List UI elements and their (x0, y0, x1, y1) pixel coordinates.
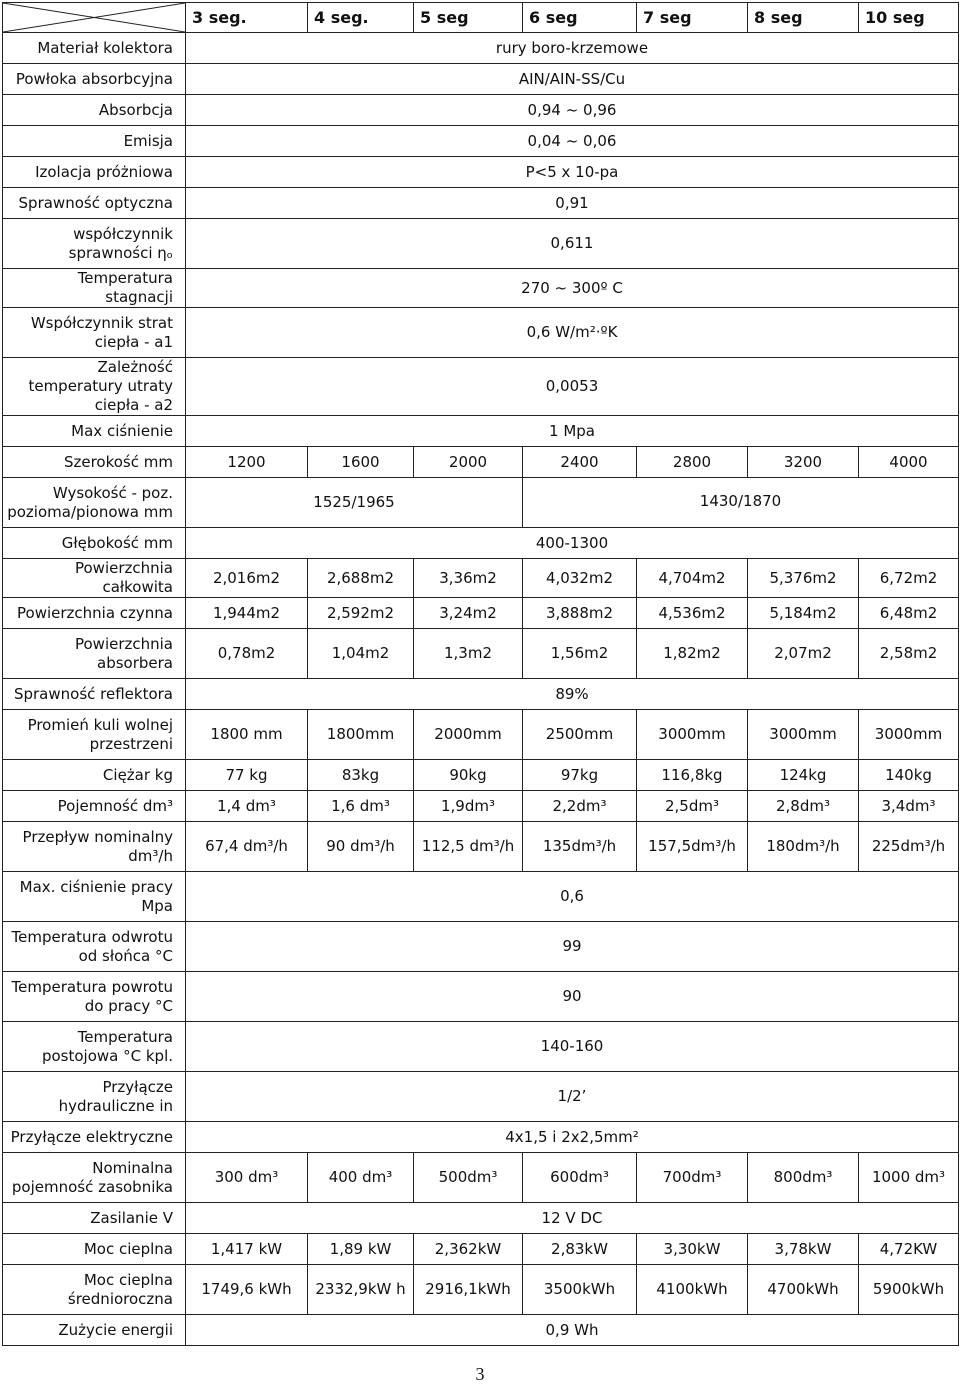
table-cell: 4,536m2 (637, 598, 748, 629)
table-cell: 225dm³/h (859, 822, 959, 872)
table-cell: 90 dm³/h (308, 822, 414, 872)
table-cell: 2,83kW (523, 1234, 637, 1265)
merged-value: 4x1,5 i 2x2,5mm² (186, 1122, 959, 1153)
table-row (3, 1234, 959, 1265)
table-cell: 3200 (748, 447, 859, 478)
row-label: Powierzchnia czynna (3, 598, 186, 629)
table-cell: 83kg (308, 760, 414, 791)
table-cell: 2,688m2 (308, 559, 414, 598)
merged-value: 400-1300 (186, 528, 959, 559)
table-row (3, 188, 959, 219)
merged-value: 0,9 Wh (186, 1315, 959, 1346)
table-cell: 2,58m2 (859, 629, 959, 679)
merged-value: 140-160 (186, 1022, 959, 1072)
row-label: Przyłącze elektryczne (3, 1122, 186, 1153)
header-cell: 8 seg (748, 3, 859, 33)
row-label: Temperatura postojowa °C kpl. (3, 1022, 186, 1072)
table-cell: 2000mm (414, 710, 523, 760)
table-cell: 1430/1870 (523, 478, 959, 528)
row-label: Przepływ nominalny dm³/h (3, 822, 186, 872)
table-cell: 1,6 dm³ (308, 791, 414, 822)
table-cell: 1800 mm (186, 710, 308, 760)
table-row (3, 95, 959, 126)
row-label: Nominalna pojemność zasobnika (3, 1153, 186, 1203)
table-cell: 5,184m2 (748, 598, 859, 629)
table-cell: 180dm³/h (748, 822, 859, 872)
table-cell: 2,362kW (414, 1234, 523, 1265)
table-cell: 67,4 dm³/h (186, 822, 308, 872)
row-label: Zużycie energii (3, 1315, 186, 1346)
table-cell: 3000mm (637, 710, 748, 760)
table-cell: 300 dm³ (186, 1153, 308, 1203)
table-cell: 1,4 dm³ (186, 791, 308, 822)
table-cell: 4,032m2 (523, 559, 637, 598)
merged-value: 12 V DC (186, 1203, 959, 1234)
table-row (3, 679, 959, 710)
merged-value: 99 (186, 922, 959, 972)
table-row (3, 791, 959, 822)
table-cell: 2800 (637, 447, 748, 478)
table-row (3, 528, 959, 559)
row-label: Max ciśnienie (3, 416, 186, 447)
table-cell: 135dm³/h (523, 822, 637, 872)
merged-value: 1/2’ (186, 1072, 959, 1122)
table-cell: 1,944m2 (186, 598, 308, 629)
header-cell: 6 seg (523, 3, 637, 33)
header-cell: 3 seg. (186, 3, 308, 33)
table-row (3, 710, 959, 760)
table-cell: 1525/1965 (186, 478, 523, 528)
merged-value: 0,94 ~ 0,96 (186, 95, 959, 126)
table-row (3, 1072, 959, 1122)
row-label: Powłoka absorbcyjna (3, 64, 186, 95)
table-cell: 2,5dm³ (637, 791, 748, 822)
table-cell: 90kg (414, 760, 523, 791)
merged-value: 0,611 (186, 219, 959, 269)
table-cell: 500dm³ (414, 1153, 523, 1203)
table-cell: 4100kWh (637, 1265, 748, 1315)
row-label: Max. ciśnienie pracy Mpa (3, 872, 186, 922)
row-label: Izolacja próżniowa (3, 157, 186, 188)
merged-value: 270 ~ 300º C (186, 269, 959, 308)
table-row (3, 1315, 959, 1346)
row-label: Moc cieplna średnioroczna (3, 1265, 186, 1315)
table-cell: 3,78kW (748, 1234, 859, 1265)
row-label: Zależność temperatury utraty ciepła - a2 (3, 358, 186, 416)
row-label: Promień kuli wolnej przestrzeni (3, 710, 186, 760)
table-cell: 700dm³ (637, 1153, 748, 1203)
table-cell: 1000 dm³ (859, 1153, 959, 1203)
corner-cell (3, 3, 186, 33)
table-cell: 3000mm (859, 710, 959, 760)
table-row (3, 157, 959, 188)
row-label: Przyłącze hydrauliczne in (3, 1072, 186, 1122)
table-row (3, 33, 959, 64)
row-label: Emisja (3, 126, 186, 157)
table-cell: 2,8dm³ (748, 791, 859, 822)
table-row (3, 1153, 959, 1203)
table-row (3, 1203, 959, 1234)
table-row (3, 126, 959, 157)
merged-value: rury boro-krzemowe (186, 33, 959, 64)
merged-value: 0,91 (186, 188, 959, 219)
table-cell: 1,9dm³ (414, 791, 523, 822)
table-cell: 3,888m2 (523, 598, 637, 629)
page-number: 3 (475, 1364, 485, 1384)
table-row (3, 308, 959, 358)
table-row (3, 760, 959, 791)
table-cell: 3,36m2 (414, 559, 523, 598)
table-cell: 2332,9kW h (308, 1265, 414, 1315)
table-cell: 2000 (414, 447, 523, 478)
table-cell: 4700kWh (748, 1265, 859, 1315)
table-cell: 2,016m2 (186, 559, 308, 598)
table-row (3, 1265, 959, 1315)
table-row (3, 219, 959, 269)
header-row (3, 3, 959, 33)
table-cell: 77 kg (186, 760, 308, 791)
table-cell: 112,5 dm³/h (414, 822, 523, 872)
table-row (3, 1022, 959, 1072)
table-row (3, 598, 959, 629)
table-cell: 400 dm³ (308, 1153, 414, 1203)
table-cell: 1,89 kW (308, 1234, 414, 1265)
table-cell: 116,8kg (637, 760, 748, 791)
header-cell: 5 seg (414, 3, 523, 33)
merged-value: 0,6 W/m²·ºK (186, 308, 959, 358)
merged-value: P<5 x 10-pa (186, 157, 959, 188)
table-cell: 5,376m2 (748, 559, 859, 598)
table-row (3, 872, 959, 922)
table-row (3, 1122, 959, 1153)
row-label: Moc cieplna (3, 1234, 186, 1265)
merged-value: 0,04 ~ 0,06 (186, 126, 959, 157)
table-row (3, 358, 959, 416)
table-cell: 6,72m2 (859, 559, 959, 598)
row-label: Sprawność reflektora (3, 679, 186, 710)
table-cell: 4000 (859, 447, 959, 478)
row-label: Powierzchnia absorbera (3, 629, 186, 679)
table-row (3, 629, 959, 679)
table-cell: 1600 (308, 447, 414, 478)
row-label: Pojemność dm³ (3, 791, 186, 822)
table-cell: 2,2dm³ (523, 791, 637, 822)
row-label: Temperatura powrotu do pracy °C (3, 972, 186, 1022)
row-label: Wysokość - poz. pozioma/pionowa mm (3, 478, 186, 528)
merged-value: 0,0053 (186, 358, 959, 416)
row-label: współczynnik sprawności ηₒ (3, 219, 186, 269)
table-row (3, 416, 959, 447)
table-cell: 1,04m2 (308, 629, 414, 679)
table-cell: 4,72KW (859, 1234, 959, 1265)
table-row (3, 559, 959, 598)
table-row (3, 972, 959, 1022)
table-cell: 2500mm (523, 710, 637, 760)
table-cell: 2400 (523, 447, 637, 478)
table-row (3, 447, 959, 478)
spec-table (2, 2, 959, 1346)
table-cell: 600dm³ (523, 1153, 637, 1203)
table-cell: 4,704m2 (637, 559, 748, 598)
merged-value: 89% (186, 679, 959, 710)
merged-value: 0,6 (186, 872, 959, 922)
table-cell: 1749,6 kWh (186, 1265, 308, 1315)
row-label: Temperatura stagnacji (3, 269, 186, 308)
table-cell: 0,78m2 (186, 629, 308, 679)
header-cell: 7 seg (637, 3, 748, 33)
table-row (3, 822, 959, 872)
row-label: Absorbcja (3, 95, 186, 126)
table-cell: 6,48m2 (859, 598, 959, 629)
table-cell: 1,3m2 (414, 629, 523, 679)
table-cell: 5900kWh (859, 1265, 959, 1315)
table-cell: 157,5dm³/h (637, 822, 748, 872)
table-cell: 800dm³ (748, 1153, 859, 1203)
row-label: Głębokość mm (3, 528, 186, 559)
table-cell: 2,592m2 (308, 598, 414, 629)
row-label: Zasilanie V (3, 1203, 186, 1234)
row-label: Szerokość mm (3, 447, 186, 478)
table-cell: 3,24m2 (414, 598, 523, 629)
table-cell: 1,417 kW (186, 1234, 308, 1265)
merged-value: 1 Mpa (186, 416, 959, 447)
row-label: Ciężar kg (3, 760, 186, 791)
table-cell: 1800mm (308, 710, 414, 760)
table-cell: 2,07m2 (748, 629, 859, 679)
diagonal-cross-icon (3, 3, 185, 32)
table-cell: 1200 (186, 447, 308, 478)
table-cell: 3500kWh (523, 1265, 637, 1315)
header-cell: 10 seg (859, 3, 959, 33)
row-label: Powierzchnia całkowita (3, 559, 186, 598)
table-row (3, 269, 959, 308)
merged-value: AIN/AIN-SS/Cu (186, 64, 959, 95)
table-cell: 2916,1kWh (414, 1265, 523, 1315)
row-label: Sprawność optyczna (3, 188, 186, 219)
table-cell: 3000mm (748, 710, 859, 760)
table-row (3, 478, 959, 528)
merged-value: 90 (186, 972, 959, 1022)
table-cell: 1,56m2 (523, 629, 637, 679)
table-cell: 140kg (859, 760, 959, 791)
table-cell: 124kg (748, 760, 859, 791)
table-row (3, 922, 959, 972)
row-label: Temperatura odwrotu od słońca °C (3, 922, 186, 972)
table-cell: 97kg (523, 760, 637, 791)
row-label: Materiał kolektora (3, 33, 186, 64)
header-cell: 4 seg. (308, 3, 414, 33)
table-cell: 1,82m2 (637, 629, 748, 679)
row-label: Współczynnik strat ciepła - a1 (3, 308, 186, 358)
table-cell: 3,4dm³ (859, 791, 959, 822)
table-row (3, 64, 959, 95)
table-cell: 3,30kW (637, 1234, 748, 1265)
